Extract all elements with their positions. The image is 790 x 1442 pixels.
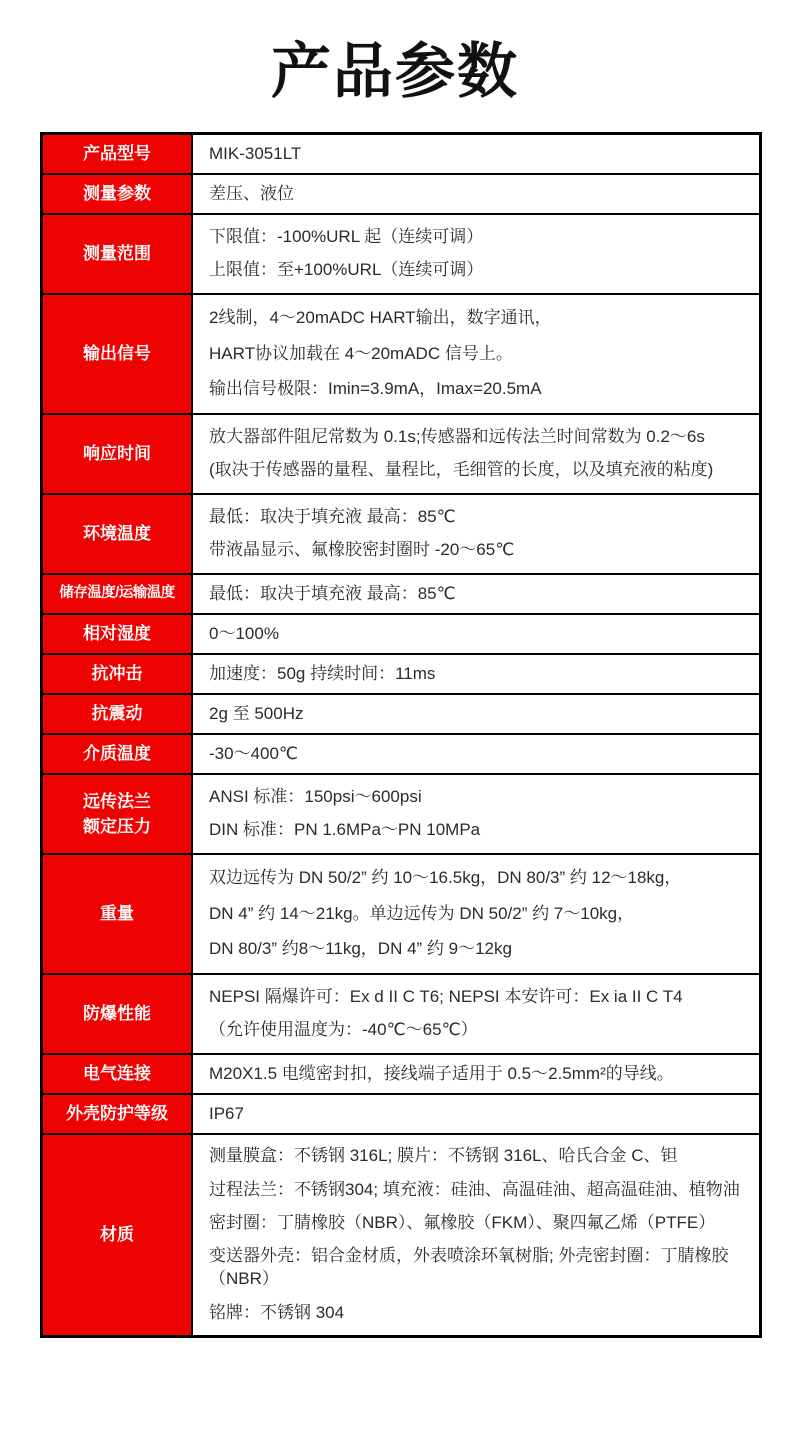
spec-label-text: 重量 — [100, 904, 134, 924]
spec-value-line: IP67 — [209, 1103, 244, 1123]
spec-value-line: 上限值：至+100%URL（连续可调） — [209, 260, 484, 280]
spec-label-text: 电气连接 — [83, 1064, 151, 1084]
spec-label-text-line2: 额定压力 — [83, 817, 151, 836]
spec-value-line: 2线制，4～20mADC HART输出，数字通讯， — [209, 308, 552, 328]
spec-value — [193, 855, 759, 973]
spec-value — [193, 135, 759, 173]
spec-value-line: -30～400℃ — [209, 743, 299, 763]
spec-label — [43, 975, 193, 1053]
spec-value-line: 输出信号极限：Imin=3.9mA，Imax=20.5mA — [209, 378, 542, 398]
spec-value-line: DN 80/3” 约8～11kg，DN 4” 约 9～12kg — [209, 938, 512, 958]
spec-value — [193, 735, 759, 773]
table-row-material — [43, 1135, 759, 1335]
spec-value-line: （允许使用温度为：-40℃～65℃） — [209, 1020, 478, 1040]
spec-value — [193, 415, 759, 493]
spec-value-line: 带液晶显示、氟橡胶密封圈时 -20～65℃ — [209, 540, 515, 560]
spec-label — [43, 1095, 193, 1133]
spec-value — [193, 775, 759, 853]
spec-label — [43, 655, 193, 693]
spec-label-text: 测量参数 — [83, 184, 151, 204]
spec-value — [193, 575, 759, 613]
spec-label — [43, 575, 193, 613]
table-row-measuring-range — [43, 215, 759, 295]
spec-value-line: 铭牌：不锈钢 304 — [209, 1302, 345, 1322]
spec-value — [193, 1135, 759, 1335]
table-row-electrical-connection — [43, 1055, 759, 1095]
table-row-enclosure-protection — [43, 1095, 759, 1135]
spec-value — [193, 975, 759, 1053]
spec-value — [193, 175, 759, 213]
spec-label — [43, 295, 193, 413]
table-row-measured-params — [43, 175, 759, 215]
table-row-ambient-temperature — [43, 495, 759, 575]
spec-label-text: 环境温度 — [83, 524, 151, 544]
spec-label-text: 响应时间 — [83, 444, 151, 464]
spec-label-text: 输出信号 — [83, 344, 151, 364]
spec-value-line: DIN 标准：PN 1.6MPa～PN 10MPa — [209, 820, 481, 840]
spec-value — [193, 615, 759, 653]
spec-value-line: DN 4” 约 14～21kg。单边远传为 DN 50/2” 约 7～10kg， — [209, 903, 635, 923]
spec-label — [43, 1055, 193, 1093]
spec-label — [43, 215, 193, 293]
spec-value-line: 最低：取决于填充液 最高：85℃ — [209, 506, 456, 526]
spec-value-line: NEPSI 隔爆许可：Ex d II C T6; NEPSI 本安许可：Ex ia II C T4 — [209, 986, 683, 1006]
table-row-shock-resistance — [43, 655, 759, 695]
spec-label-text: 防爆性能 — [83, 1004, 151, 1024]
spec-label — [43, 175, 193, 213]
spec-label — [43, 135, 193, 173]
spec-value-line: (取决于传感器的量程、量程比，毛细管的长度，以及填充液的粘度) — [209, 460, 714, 480]
table-row-medium-temperature — [43, 735, 759, 775]
table-row-output-signal — [43, 295, 759, 415]
table-row-vibration-resistance — [43, 695, 759, 735]
spec-label-text: 远传法兰 — [83, 791, 151, 811]
table-row-weight — [43, 855, 759, 975]
spec-value-line: 加速度：50g 持续时间：11ms — [209, 663, 436, 683]
spec-value-line: HART协议加载在 4～20mADC 信号上。 — [209, 343, 513, 363]
spec-value — [193, 495, 759, 573]
spec-label-text: 产品型号 — [83, 144, 151, 164]
spec-value-line: MIK-3051LT — [209, 143, 302, 163]
spec-value-line: 放大器部件阻尼常数为 0.1s;传感器和远传法兰时间常数为 0.2～6s — [209, 426, 705, 446]
spec-label-text: 外壳防护等级 — [66, 1104, 168, 1124]
spec-value-line: 2g 至 500Hz — [209, 703, 304, 723]
spec-label-text: 储存温度/运输温度 — [59, 585, 175, 602]
spec-value-line: 差压、液位 — [209, 183, 294, 203]
spec-value-line: 双边远传为 DN 50/2” 约 10～16.5kg，DN 80/3” 约 12～18kg， — [209, 868, 682, 888]
table-row-explosion-proof — [43, 975, 759, 1055]
table-row-relative-humidity — [43, 615, 759, 655]
spec-label — [43, 775, 193, 853]
spec-label — [43, 415, 193, 493]
spec-label-text: 抗冲击 — [91, 664, 143, 684]
spec-label-text: 测量范围 — [83, 244, 151, 264]
spec-value — [193, 1095, 759, 1133]
spec-label — [43, 615, 193, 653]
spec-value-line: 测量膜盒：不锈钢 316L; 膜片：不锈钢 316L、哈氏合金 C、钽 — [209, 1146, 678, 1166]
spec-value-line: 过程法兰：不锈钢304; 填充液：硅油、高温硅油、超高温硅油、植物油 — [209, 1179, 740, 1199]
spec-label — [43, 1135, 193, 1335]
spec-value-line: 下限值：-100%URL 起（连续可调） — [209, 226, 484, 246]
spec-value — [193, 655, 759, 693]
spec-value — [193, 695, 759, 733]
spec-value — [193, 295, 759, 413]
spec-value — [193, 1055, 759, 1093]
spec-value — [193, 215, 759, 293]
spec-label — [43, 695, 193, 733]
table-row-response-time — [43, 415, 759, 495]
spec-label-text: 材质 — [100, 1225, 134, 1245]
table-row-storage-temperature — [43, 575, 759, 615]
spec-value-line: 密封圈：丁腈橡胶（NBR）、氟橡胶（FKM）、聚四氟乙烯（PTFE） — [209, 1213, 716, 1233]
spec-label — [43, 735, 193, 773]
page-title: 产品参数 — [271, 38, 519, 105]
spec-value-line: ANSI 标准：150psi～600psi — [209, 786, 422, 806]
spec-value-line: 最低：取决于填充液 最高：85℃ — [209, 583, 456, 603]
table-row-remote-flange-pressure — [43, 775, 759, 855]
spec-label — [43, 855, 193, 973]
spec-value-line: M20X1.5 电缆密封扣，接线端子适用于 0.5～2.5mm²的导线。 — [209, 1063, 674, 1083]
spec-label-text: 介质温度 — [83, 744, 151, 764]
spec-value-line: 变送器外壳：铝合金材质，外表喷涂环氧树脂; 外壳密封圈：丁腈橡胶（NBR） — [209, 1246, 729, 1289]
table-row-product-model — [43, 135, 759, 175]
spec-value-line: 0～100% — [209, 623, 279, 643]
spec-label-text: 相对湿度 — [83, 624, 151, 644]
product-spec-table — [40, 132, 762, 1338]
spec-label — [43, 495, 193, 573]
spec-label-text: 抗震动 — [91, 704, 143, 724]
